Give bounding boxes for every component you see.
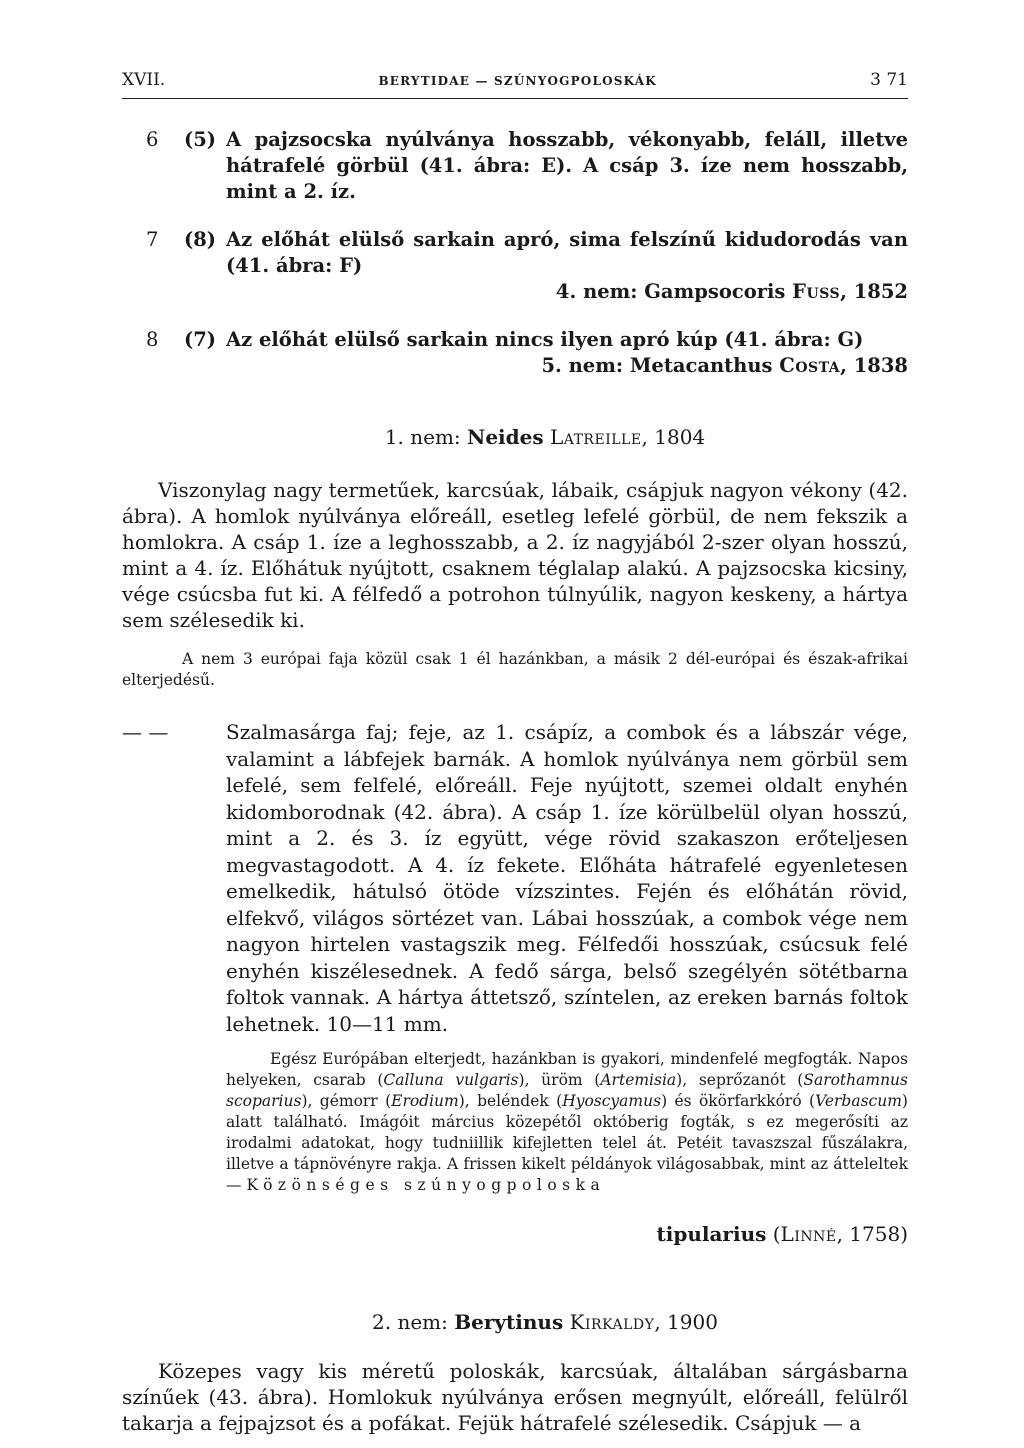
chapter-number: XVII. bbox=[122, 70, 166, 90]
genus-year: , 1804 bbox=[641, 425, 706, 449]
key-text: A pajzsocska nyúlványa hosszabb, vékonyabb, feláll, illetve hátrafelé görbül (41. ábra: E). A csáp 3. íze nem hosszabb, mint a 2. íz. bbox=[226, 128, 908, 203]
key-entry-8 bbox=[122, 327, 908, 379]
key-number: 8 bbox=[146, 328, 159, 351]
page bbox=[122, 70, 908, 1436]
genus-heading-neides bbox=[182, 425, 908, 449]
page-number: 3 71 bbox=[870, 70, 908, 90]
note-text: ), gémorr ( bbox=[301, 1092, 392, 1110]
genus-author: Latreille bbox=[549, 425, 642, 449]
species-year: , 1758) bbox=[836, 1222, 908, 1246]
key-entry-6 bbox=[122, 127, 908, 205]
key-text-block bbox=[226, 327, 908, 379]
genus-heading-berytinus bbox=[182, 1310, 908, 1334]
species-entry bbox=[122, 719, 908, 1037]
note-text: ), üröm ( bbox=[518, 1071, 601, 1089]
running-head bbox=[122, 70, 908, 99]
key-number: 7 bbox=[146, 228, 159, 251]
note-text: ), beléndek ( bbox=[458, 1092, 563, 1110]
plant-name: Artemisia bbox=[600, 1071, 677, 1089]
species-note bbox=[226, 1049, 908, 1196]
species-name: tipularius (Linné, 1758) bbox=[656, 1222, 908, 1246]
key-result bbox=[226, 353, 908, 379]
genus-note: A nem 3 európai faja közül csak 1 él hazánkban, a másik 2 dél-európai és észak-afrikai elterjedésű. bbox=[122, 650, 908, 689]
key-text: Az előhát elülső sarkain apró, sima felszínű kidudorodás van (41. ábra: F) bbox=[226, 228, 908, 277]
common-name: Közönséges szúnyogpoloska bbox=[246, 1176, 606, 1194]
genus-prefix: 1. nem: bbox=[384, 425, 468, 449]
plant-name: Erodium bbox=[391, 1092, 459, 1110]
species-author: Linné bbox=[780, 1222, 837, 1246]
genus-description: Viszonylag nagy termetűek, karcsúak, lábaik, csápjuk nagyon vékony (42. ábra). A homlok nyúlványa előreáll, esetleg lefelé görbül, de nem fekszik a homlokra. A csáp 1. íze a leghosszabb, a 2. íz nagyjából 2-szer olyan hosszú, mint a 4. íz. Előhátuk nyújtott, csaknem téglalap alakú. A pajzsocska kicsiny, vége csúcsba fut ki. A félfedő a potrohon túlnyúlik, nagyon keskeny, a hártya sem szélesedik ki. bbox=[122, 478, 908, 632]
key-result-prefix: 4. nem: bbox=[555, 280, 645, 303]
key-text: Az előhát elülső sarkain nincs ilyen apró kúp (41. ábra: G) bbox=[226, 328, 864, 351]
key-reference: (5) bbox=[184, 128, 217, 151]
note-text: Egész Európában elterjedt, hazánkban is gyakori, mindenfelé megfogták. Napos helyeken, csarab ( bbox=[226, 1050, 908, 1089]
genus-description: Közepes vagy kis méretű poloskák, karcsúak, általában sárgásbarna színűek (43. ábra). Homlokuk nyúlványa erősen megnyúlt, előreáll, felülről takarja a fejpajzsot és a pofákat. Fejük hátrafelé szélesedik. Csápjuk — a bbox=[122, 1359, 908, 1435]
note-text: ) alatt található. Imágóit március közepétől októberig fogták, s ez megerősíti az irodalmi adatokat, hogy tudniillik kifejletten telel át. Petéit tavaszszal fűszálakra, illetve a tápnövényre rakja. A frissen kikelt példányok világosabbak, mint az átteleltek — bbox=[226, 1092, 908, 1194]
species-epithet: tipularius bbox=[656, 1222, 767, 1246]
key-reference: (8) bbox=[184, 228, 217, 251]
genus-name: Berytinus bbox=[454, 1310, 564, 1334]
key-text-block bbox=[226, 227, 908, 305]
key-result-year: , 1838 bbox=[840, 354, 908, 377]
key-result-author: Costa bbox=[779, 354, 841, 377]
genus-prefix: 2. nem: bbox=[372, 1310, 455, 1334]
genus-name: Neides bbox=[467, 425, 544, 449]
species-description: Szalmasárga faj; feje, az 1. csápíz, a combok és a lábszár vége, valamint a lábfejek barnák. A homlok nyúlványa nem görbül sem lefelé, sem felfelé, előreáll. Feje nyújtott, szemei oldalt enyhén kidomborodnak (42. ábra). A csáp 1. íze körülbelül olyan hosszú, mint a 2. és 3. íz együtt, vége rövid szakaszon erőteljesen megvastagodott. A 4. íz fekete. Előháta hátrafelé egyenletesen emelkedik, hátulsó ötöde vízszintes. Fején és előhátán rövid, elfekvő, világos sörtézet van. Lábai hosszúak, a combok vége nem nagyon hirtelen vastagszik meg. Félfedői hosszúak, csúcsuk felé enyhén kiszélesednek. A fedő sárga, belső szegélyén sötétbarna foltok vannak. A hártya áttetsző, színtelen, az ereken barnás foltok lehetnek. 10—11 mm. bbox=[226, 720, 908, 1036]
plant-name: Verbascum bbox=[815, 1092, 902, 1110]
key-result-year: , 1852 bbox=[840, 280, 908, 303]
key-result-genus: Gampsocoris bbox=[644, 280, 786, 303]
key-number: 6 bbox=[146, 128, 159, 151]
note-text: ) és ökörfarkkóró ( bbox=[661, 1092, 816, 1110]
key-result bbox=[226, 279, 908, 305]
plant-name: Hyoscyamus bbox=[562, 1092, 662, 1110]
plant-name: Sarothamnus scoparius bbox=[226, 1071, 908, 1110]
key-reference: (7) bbox=[184, 328, 217, 351]
key-entry-7 bbox=[122, 227, 908, 305]
genus-year: , 1900 bbox=[654, 1310, 718, 1334]
key-result-genus: Metacanthus bbox=[629, 354, 773, 377]
genus-author: Kirkaldy bbox=[569, 1310, 655, 1334]
key-result-author: Fuss bbox=[792, 280, 841, 303]
plant-name: Calluna vulgaris bbox=[383, 1071, 519, 1089]
species-dashes: — — bbox=[122, 720, 169, 744]
note-text: ), seprőzanót ( bbox=[676, 1071, 804, 1089]
running-title: BERYTIDAE — SZÚNYOGPOLOSKÁK bbox=[378, 74, 657, 88]
key-result-prefix: 5. nem: bbox=[541, 354, 630, 377]
